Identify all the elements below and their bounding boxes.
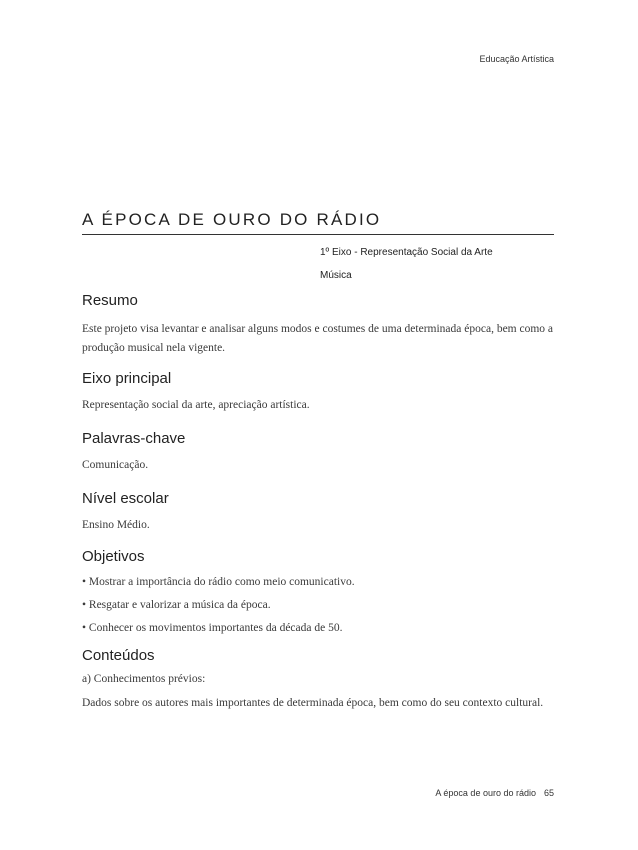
section-heading-conteudos: Conteúdos: [82, 647, 155, 664]
subject-label: Música: [320, 270, 352, 281]
page-number: 65: [543, 788, 554, 798]
section-text-nivel: Ensino Médio.: [82, 519, 150, 531]
section-heading-eixo: Eixo principal: [82, 370, 172, 387]
list-item: • Resgatar e valorizar a música da época.: [82, 599, 271, 611]
section-heading-resumo: Resumo: [82, 292, 138, 309]
section-heading-objetivos: Objetivos: [82, 548, 145, 565]
section-subheading-conteudos: a) Conhecimentos prévios:: [82, 673, 206, 685]
section-heading-palavras: Palavras-chave: [82, 430, 186, 447]
section-text-resumo: Este projeto visa levantar e analisar alguns modos e costumes de uma determinada época, bem como a produção musical nela vigente.: [82, 323, 554, 354]
section-text-palavras: Comunicação.: [82, 459, 149, 471]
page-footer: [435, 788, 554, 798]
list-item: • Conhecer os movimentos importantes da década de 50.: [82, 622, 343, 634]
footer-label: A época de ouro do rádio: [435, 788, 536, 798]
axis-label: 1º Eixo - Representação Social da Arte: [320, 247, 493, 258]
page-title: A ÉPOCA DE OURO DO RÁDIO: [82, 210, 382, 229]
section-text-eixo: Representação social da arte, apreciação artística.: [82, 399, 310, 411]
list-item: • Mostrar a importância do rádio como meio comunicativo.: [82, 576, 355, 588]
section-text-conteudos: Dados sobre os autores mais importantes de determinada época, bem como do seu contexto cultural.: [82, 697, 544, 709]
running-header: Educação Artística: [479, 54, 554, 64]
title-divider: [82, 234, 554, 235]
section-heading-nivel: Nível escolar: [82, 490, 169, 507]
